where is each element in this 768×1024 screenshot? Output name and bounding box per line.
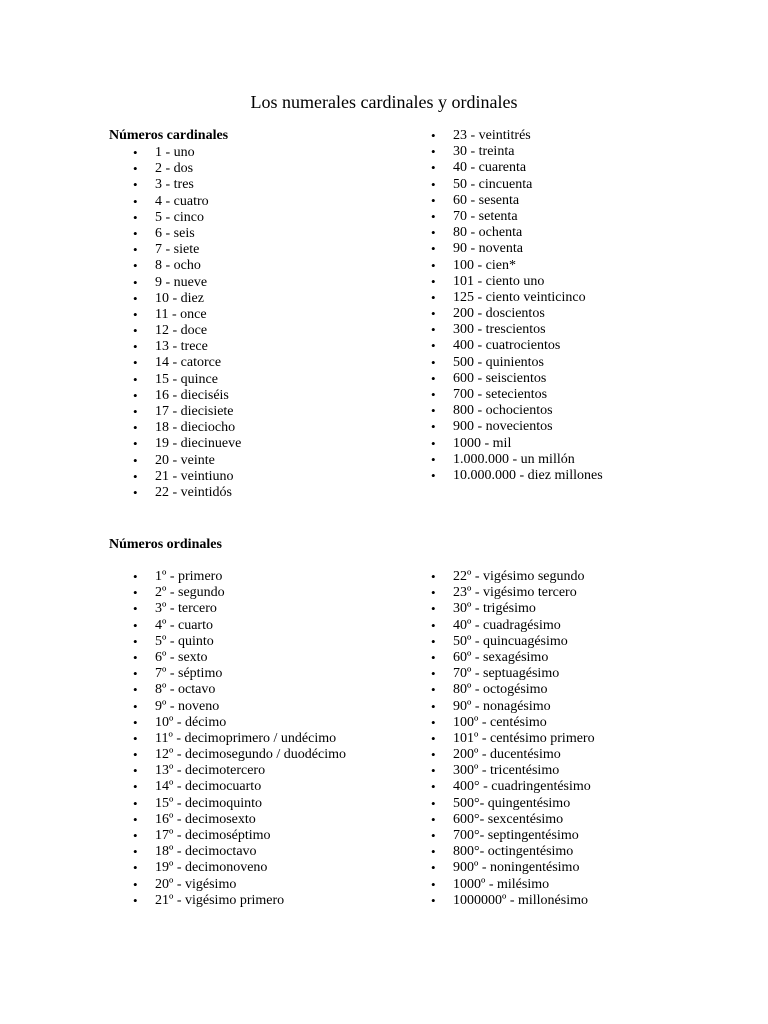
- list-item: • 3º - tercero: [155, 601, 346, 617]
- list-item: • 18 - dieciocho: [155, 420, 241, 436]
- list-item: • 101º - centésimo primero: [453, 731, 595, 747]
- list-item: • 14 - catorce: [155, 355, 241, 371]
- list-item: • 15 - quince: [155, 372, 241, 388]
- list-item: • 600 - seiscientos: [453, 371, 603, 387]
- list-item: • 20 - veinte: [155, 453, 241, 469]
- list-item: • 3 - tres: [155, 177, 241, 193]
- list-item: • 4 - cuatro: [155, 194, 241, 210]
- list-item: • 700 - setecientos: [453, 387, 603, 403]
- list-item: • 15º - decimoquinto: [155, 796, 346, 812]
- list-ordinales-col1: [155, 569, 346, 909]
- list-item: • 400° - cuadringentésimo: [453, 779, 595, 795]
- list-cardinales-col1: [155, 145, 241, 501]
- list-item: • 1.000.000 - un millón: [453, 452, 603, 468]
- list-item: • 400 - cuatrocientos: [453, 338, 603, 354]
- list-item: • 11 - once: [155, 307, 241, 323]
- list-item: • 500 - quinientos: [453, 355, 603, 371]
- list-item: • 22 - veintidós: [155, 485, 241, 501]
- list-item: • 300 - trescientos: [453, 322, 603, 338]
- list-item: • 30 - treinta: [453, 144, 603, 160]
- list-item: • 21º - vigésimo primero: [155, 893, 346, 909]
- list-cardinales-col2: [453, 128, 603, 484]
- list-item: • 101 - ciento uno: [453, 274, 603, 290]
- list-item: • 100 - cien*: [453, 258, 603, 274]
- list-item: • 90 - noventa: [453, 241, 603, 257]
- list-item: • 16º - decimosexto: [155, 812, 346, 828]
- list-item: • 1000 - mil: [453, 436, 603, 452]
- list-item: • 200º - ducentésimo: [453, 747, 595, 763]
- list-item: • 8 - ocho: [155, 258, 241, 274]
- list-item: • 50 - cincuenta: [453, 177, 603, 193]
- list-item: • 19 - diecinueve: [155, 436, 241, 452]
- list-item: • 17 - diecisiete: [155, 404, 241, 420]
- list-item: • 4º - cuarto: [155, 618, 346, 634]
- list-item: • 90º - nonagésimo: [453, 699, 595, 715]
- list-item: • 23º - vigésimo tercero: [453, 585, 595, 601]
- list-item: • 12 - doce: [155, 323, 241, 339]
- heading-ordinales: Números ordinales: [109, 537, 222, 552]
- list-item: • 40º - cuadragésimo: [453, 618, 595, 634]
- list-item: • 50º - quincuagésimo: [453, 634, 595, 650]
- list-item: • 19º - decimonoveno: [155, 860, 346, 876]
- list-item: • 1º - primero: [155, 569, 346, 585]
- list-item: • 2º - segundo: [155, 585, 346, 601]
- list-item: • 9 - nueve: [155, 275, 241, 291]
- list-item: • 16 - dieciséis: [155, 388, 241, 404]
- list-item: • 1000000º - millonésimo: [453, 893, 595, 909]
- list-item: • 22º - vigésimo segundo: [453, 569, 595, 585]
- list-ordinales-col2: [453, 569, 595, 909]
- list-item: • 13º - decimotercero: [155, 763, 346, 779]
- list-item: • 70º - septuagésimo: [453, 666, 595, 682]
- list-item: • 21 - veintiuno: [155, 469, 241, 485]
- list-item: • 1 - uno: [155, 145, 241, 161]
- list-item: • 18º - decimoctavo: [155, 844, 346, 860]
- list-item: • 23 - veintitrés: [453, 128, 603, 144]
- list-item: • 8º - octavo: [155, 682, 346, 698]
- list-item: • 125 - ciento veinticinco: [453, 290, 603, 306]
- list-item: • 10.000.000 - diez millones: [453, 468, 603, 484]
- list-item: • 900 - novecientos: [453, 419, 603, 435]
- list-item: • 6º - sexto: [155, 650, 346, 666]
- list-item: • 900º - noningentésimo: [453, 860, 595, 876]
- list-item: • 13 - trece: [155, 339, 241, 355]
- list-item: • 500°- quingentésimo: [453, 796, 595, 812]
- list-item: • 60 - sesenta: [453, 193, 603, 209]
- list-item: • 100º - centésimo: [453, 715, 595, 731]
- list-item: • 80º - octogésimo: [453, 682, 595, 698]
- list-item: • 70 - setenta: [453, 209, 603, 225]
- heading-cardinales: Números cardinales: [109, 128, 229, 143]
- page-title: Los numerales cardinales y ordinales: [250, 92, 518, 112]
- list-item: • 800 - ochocientos: [453, 403, 603, 419]
- list-item: • 2 - dos: [155, 161, 241, 177]
- list-item: • 9º - noveno: [155, 699, 346, 715]
- list-item: • 1000º - milésimo: [453, 877, 595, 893]
- list-item: • 12º - decimosegundo / duodécimo: [155, 747, 346, 763]
- list-item: • 11º - decimoprimero / undécimo: [155, 731, 346, 747]
- list-item: • 10 - diez: [155, 291, 241, 307]
- list-item: • 60º - sexagésimo: [453, 650, 595, 666]
- list-item: • 800°- octingentésimo: [453, 844, 595, 860]
- list-item: • 30º - trigésimo: [453, 601, 595, 617]
- list-item: • 6 - seis: [155, 226, 241, 242]
- list-item: • 40 - cuarenta: [453, 160, 603, 176]
- list-item: • 300º - tricentésimo: [453, 763, 595, 779]
- list-item: • 17º - decimoséptimo: [155, 828, 346, 844]
- list-item: • 7º - séptimo: [155, 666, 346, 682]
- list-item: • 14º - decimocuarto: [155, 779, 346, 795]
- list-item: • 5 - cinco: [155, 210, 241, 226]
- list-item: • 7 - siete: [155, 242, 241, 258]
- list-item: • 5º - quinto: [155, 634, 346, 650]
- list-item: • 10º - décimo: [155, 715, 346, 731]
- list-item: • 20º - vigésimo: [155, 877, 346, 893]
- list-item: • 700°- septingentésimo: [453, 828, 595, 844]
- list-item: • 80 - ochenta: [453, 225, 603, 241]
- list-item: • 200 - doscientos: [453, 306, 603, 322]
- list-item: • 600°- sexcentésimo: [453, 812, 595, 828]
